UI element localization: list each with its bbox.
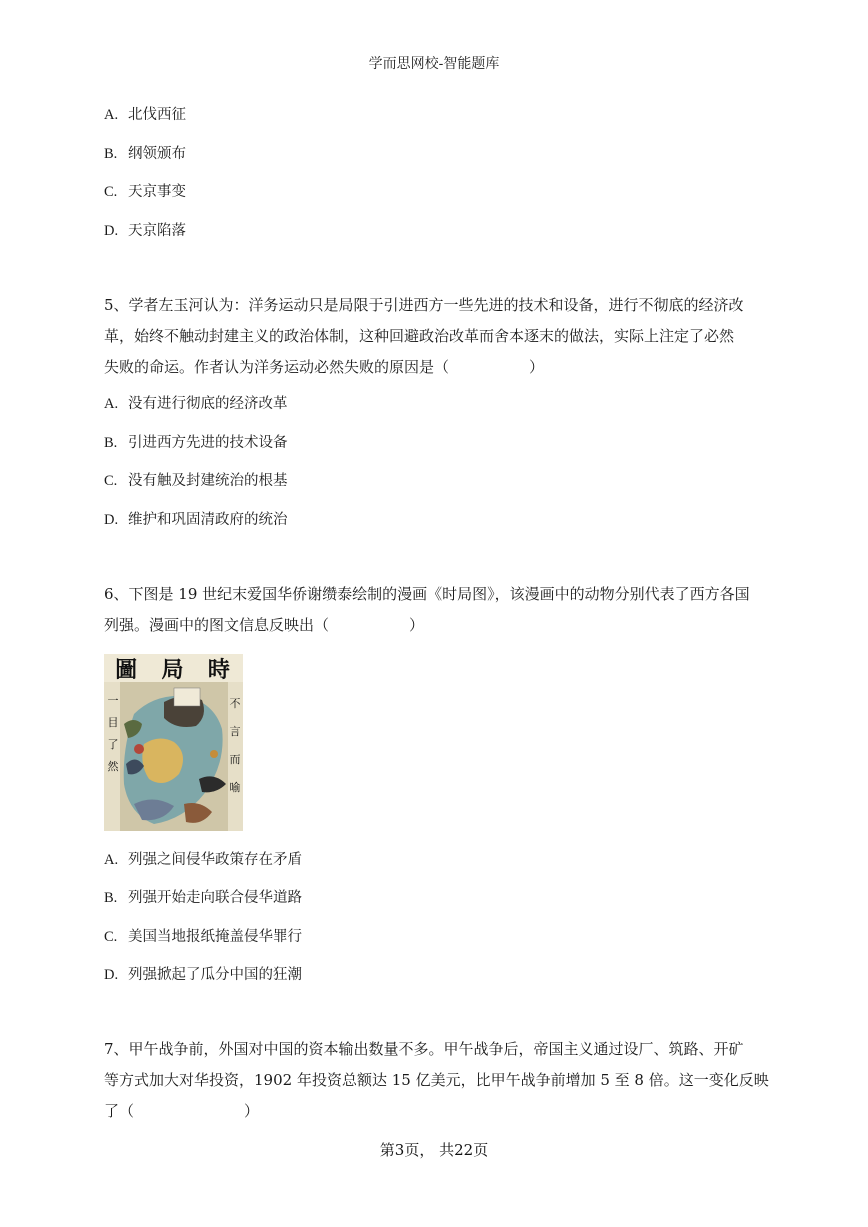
option-letter: B. <box>104 435 118 451</box>
page-footer: 第3页， 共22页 <box>379 1141 489 1159</box>
caption-char: 然 <box>107 760 119 773</box>
question-5-stem <box>104 290 772 383</box>
stem-line: 等方式加大对华投资，1902 年投资总额达 15 亿美元，比甲午战争前增加 5 至 8 倍。这一变化反映 <box>104 1071 769 1089</box>
stem-text: 失败的命运。作者认为洋务运动必然失败的原因是（ <box>104 358 450 376</box>
stem-line-last <box>104 610 772 641</box>
q5-option-c[interactable] <box>104 471 288 491</box>
cartoon-title <box>104 654 243 682</box>
option-letter: C. <box>104 473 118 489</box>
option-text: 美国当地报纸掩盖侵华罪行 <box>128 929 302 945</box>
question-7-stem <box>104 1034 772 1127</box>
q6-option-d[interactable] <box>104 965 302 985</box>
caption-char: 言 <box>229 725 241 738</box>
blank-close: ） <box>409 616 425 634</box>
option-letter: D. <box>104 223 119 239</box>
option-text: 引进西方先进的技术设备 <box>128 435 288 451</box>
q4-option-b[interactable] <box>104 144 186 164</box>
stem-line: 6、下图是 19 世纪末爱国华侨谢缵泰绘制的漫画《时局图》，该漫画中的动物分别代表了西方各国 <box>104 585 750 603</box>
q4-option-a[interactable] <box>104 105 186 125</box>
option-text: 天京事变 <box>128 184 186 200</box>
q6-option-b[interactable] <box>104 888 302 908</box>
question-6-stem <box>104 579 772 641</box>
option-letter: D. <box>104 512 119 528</box>
option-letter: A. <box>104 852 119 868</box>
option-letter: D. <box>104 967 119 983</box>
stem-line: 5、学者左玉河认为：洋务运动只是局限于引进西方一些先进的技术和设备，进行不彻底的经济改 <box>104 296 744 314</box>
caption-char: 一 <box>107 694 119 707</box>
option-letter: A. <box>104 396 119 412</box>
q6-option-a[interactable] <box>104 850 302 870</box>
q5-option-a[interactable] <box>104 394 288 414</box>
option-letter: A. <box>104 107 119 123</box>
blank-close: ） <box>529 358 545 376</box>
option-text: 维护和巩固清政府的统治 <box>128 512 288 528</box>
stem-text: 了（ <box>104 1102 135 1120</box>
stem-line-last <box>104 352 772 383</box>
q4-option-c[interactable] <box>104 182 186 202</box>
caption-char: 目 <box>107 716 119 729</box>
blank-close: ） <box>244 1102 260 1120</box>
stem-text: 列强。漫画中的图文信息反映出（ <box>104 616 330 634</box>
option-text: 没有触及封建统治的根基 <box>128 473 288 489</box>
caption-char: 喻 <box>229 781 241 794</box>
caption-char: 不 <box>229 697 241 710</box>
option-text: 列强掀起了瓜分中国的狂潮 <box>128 967 302 983</box>
stem-line-last <box>104 1096 772 1127</box>
option-text: 北伐西征 <box>128 107 186 123</box>
option-text: 列强开始走向联合侵华道路 <box>128 890 302 906</box>
cartoon-image <box>104 654 243 831</box>
q4-option-d[interactable] <box>104 221 186 241</box>
option-text: 没有进行彻底的经济改革 <box>128 396 288 412</box>
option-text: 列强之间侵华政策存在矛盾 <box>128 852 302 868</box>
q5-option-d[interactable] <box>104 510 288 530</box>
page-header: 学而思网校-智能题库 <box>368 56 500 72</box>
option-letter: C. <box>104 184 118 200</box>
option-letter: C. <box>104 929 118 945</box>
option-letter: B. <box>104 890 118 906</box>
cartoon-left-caption <box>106 690 120 778</box>
option-letter: B. <box>104 146 118 162</box>
caption-char: 而 <box>229 753 241 766</box>
stem-line: 7、甲午战争前，外国对中国的资本输出数量不多。甲午战争后，帝国主义通过设厂、筑路、开矿 <box>104 1040 744 1058</box>
option-text: 纲领颁布 <box>128 146 186 162</box>
caption-char: 了 <box>107 738 119 751</box>
cartoon-title-char: 時 <box>207 656 232 683</box>
q6-option-c[interactable] <box>104 927 302 947</box>
cartoon-title-char: 圖 <box>115 656 140 683</box>
stem-line: 革，始终不触动封建主义的政治体制，这种回避政治改革而舍本逐末的做法，实际上注定了必然 <box>104 327 735 345</box>
q5-option-b[interactable] <box>104 433 288 453</box>
option-text: 天京陷落 <box>128 223 186 239</box>
cartoon-right-caption <box>228 690 242 802</box>
cartoon-title-char: 局 <box>161 656 186 683</box>
